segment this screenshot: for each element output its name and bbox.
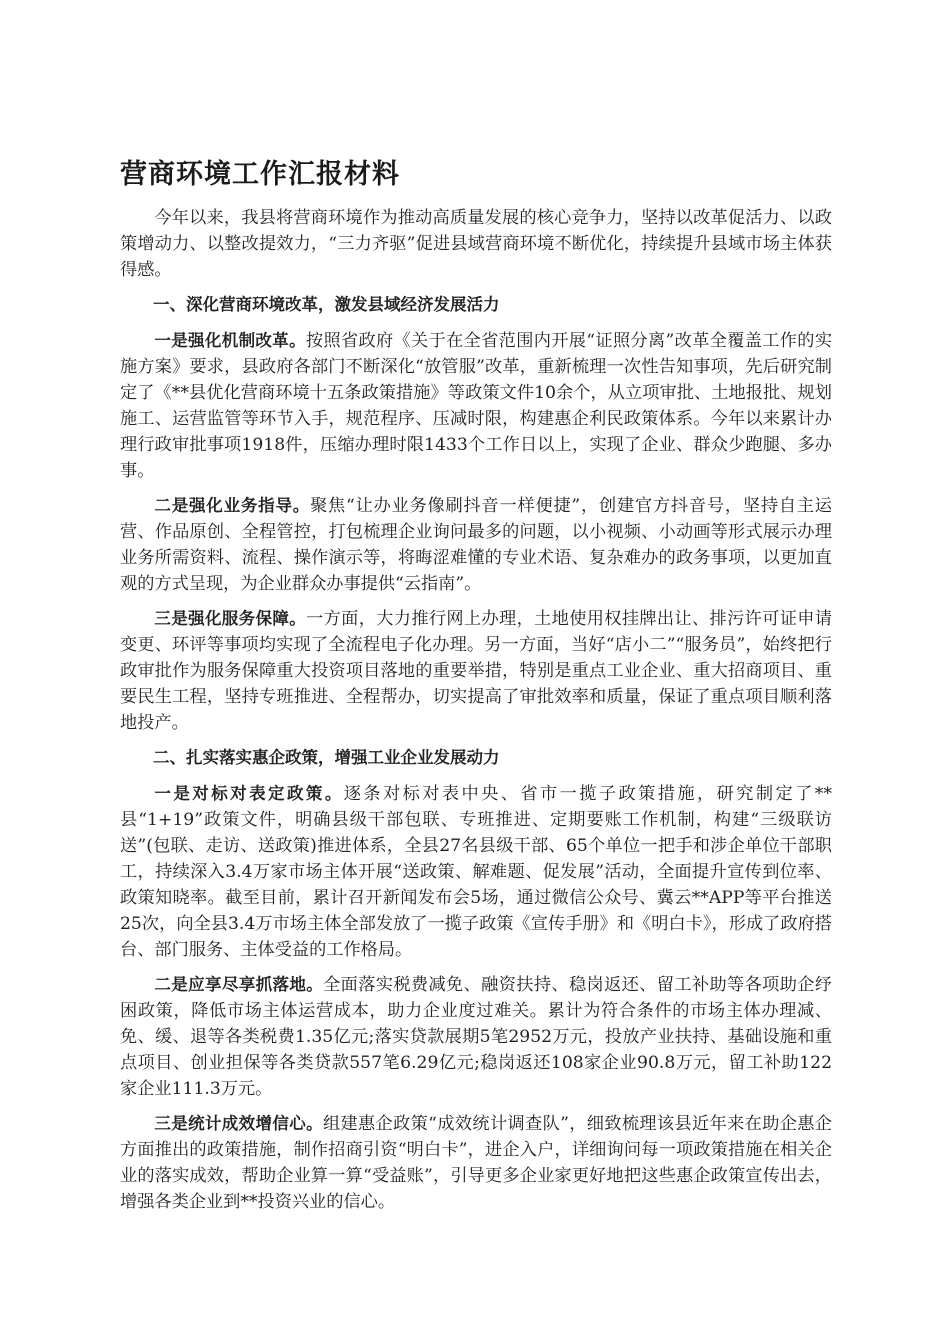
paragraph-text: 逐条对标对表中央、省市一揽子政策措施，研究制定了**县“1+19”政策文件，明确县级干部包联、专班推进、定期要账工作机制，构建“三级联访送”(包联、走访、送政策)推进体系，全县27名县级干部、65个单位一把手和涉企单位干部职工，持续深入3.4万家市场主体开展“送政策、解难题、促发展”活动，全面提升宣传到位率、政策知晓率。截至目前，累计召开新闻发布会5场，通过微信公众号、冀云**APP等平台推送25次，向全县3.4万市场主体全部发放了一揽子政策《宣传手册》和《明白卡》，形成了政府搭台、部门服务、主体受益的工作格局。: [120, 784, 832, 960]
section-2-paragraph-2: [120, 972, 832, 1102]
section-1-paragraph-2: [120, 493, 832, 597]
paragraph-lead: 二是应享尽享抓落地。: [154, 975, 324, 994]
paragraph-text: 聚焦“让办业务像刷抖音一样便捷”，创建官方抖音号，坚持自主运营、作品原创、全程管控，打包梳理企业询问最多的问题，以小视频、小动画等形式展示办理业务所需资料、流程、操作演示等，将晦涩难懂的专业术语、复杂难办的政务事项，以更加直观的方式呈现，为企业群众办事提供“云指南”。: [120, 496, 832, 594]
paragraph-lead: 三是强化服务保障。: [154, 609, 307, 628]
section-2-heading: 二、扎实落实惠企政策，增强工业企业发展动力: [153, 748, 500, 767]
intro-paragraph: 今年以来，我县将营商环境作为推动高质量发展的核心竞争力，坚持以改革促活力、以政策增动力、以整改提效力，“三力齐驱”促进县域营商环境不断优化，持续提升县域市场主体获得感。: [120, 208, 832, 280]
document-title: 营商环境工作汇报材料: [120, 159, 400, 190]
paragraph-lead: 二是强化业务指导。: [154, 496, 311, 515]
paragraph-text: 全面落实税费减免、融资扶持、稳岗返还、留工补助等各项助企纾困政策，降低市场主体运营成本，助力企业度过难关。累计为符合条件的市场主体办理减、免、缓、退等各类税费1.35亿元;落实贷款展期5笔2952万元，投放产业扶持、基础设施和重点项目、创业担保等各类贷款557笔6.29亿元;稳岗返还108家企业90.8万元，留工补助122家企业111.3万元。: [120, 975, 832, 1099]
section-2-paragraph-3: [120, 1111, 832, 1215]
section-1-paragraph-1: [120, 328, 832, 484]
document-body: [120, 205, 832, 1224]
section-2-paragraph-1: [120, 781, 832, 963]
paragraph-lead: 三是统计成效增信心。: [154, 1114, 323, 1133]
paragraph-text: 按照省政府《关于在全省范围内开展“证照分离”改革全覆盖工作的实施方案》要求，县政府各部门不断深化“放管服”改革，重新梳理一次性告知事项，先后研究制定了《**县优化营商环境十五条政策措施》等政策文件10余个，从立项审批、土地报批、规划施工、运营监管等环节入手，规范程序、压减时限，构建惠企利民政策体系。今年以来累计办理行政审批事项1918件，压缩办理时限1433个工作日以上，实现了企业、群众少跑腿、多办事。: [120, 331, 833, 481]
paragraph-text: 一方面，大力推行网上办理，土地使用权挂牌出让、排污许可证申请变更、环评等事项均实现了全流程电子化办理。另一方面，当好“店小二”“服务员”，始终把行政审批作为服务保障重大投资项目落地的重要举措，特别是重点工业企业、重大招商项目、重要民生工程，坚持专班推进、全程帮办，切实提高了审批效率和质量，保证了重点项目顺利落地投产。: [120, 609, 833, 733]
paragraph-lead: 一是对标对表定政策。: [154, 784, 344, 803]
paragraph-text: 组建惠企政策“成效统计调查队”，细致梳理该县近年来在助企惠企方面推出的政策措施，制作招商引资“明白卡”，进企入户，详细询问每一项政策措施在相关企业的落实成效，帮助企业算一算“受益账”，引导更多企业家更好地把这些惠企政策宣传出去，增强各类企业到**投资兴业的信心。: [120, 1114, 833, 1212]
section-1-heading: 一、深化营商环境改革，激发县域经济发展活力: [153, 295, 500, 314]
section-1-paragraph-3: [120, 606, 832, 736]
paragraph-lead: 一是强化机制改革。: [154, 331, 306, 350]
